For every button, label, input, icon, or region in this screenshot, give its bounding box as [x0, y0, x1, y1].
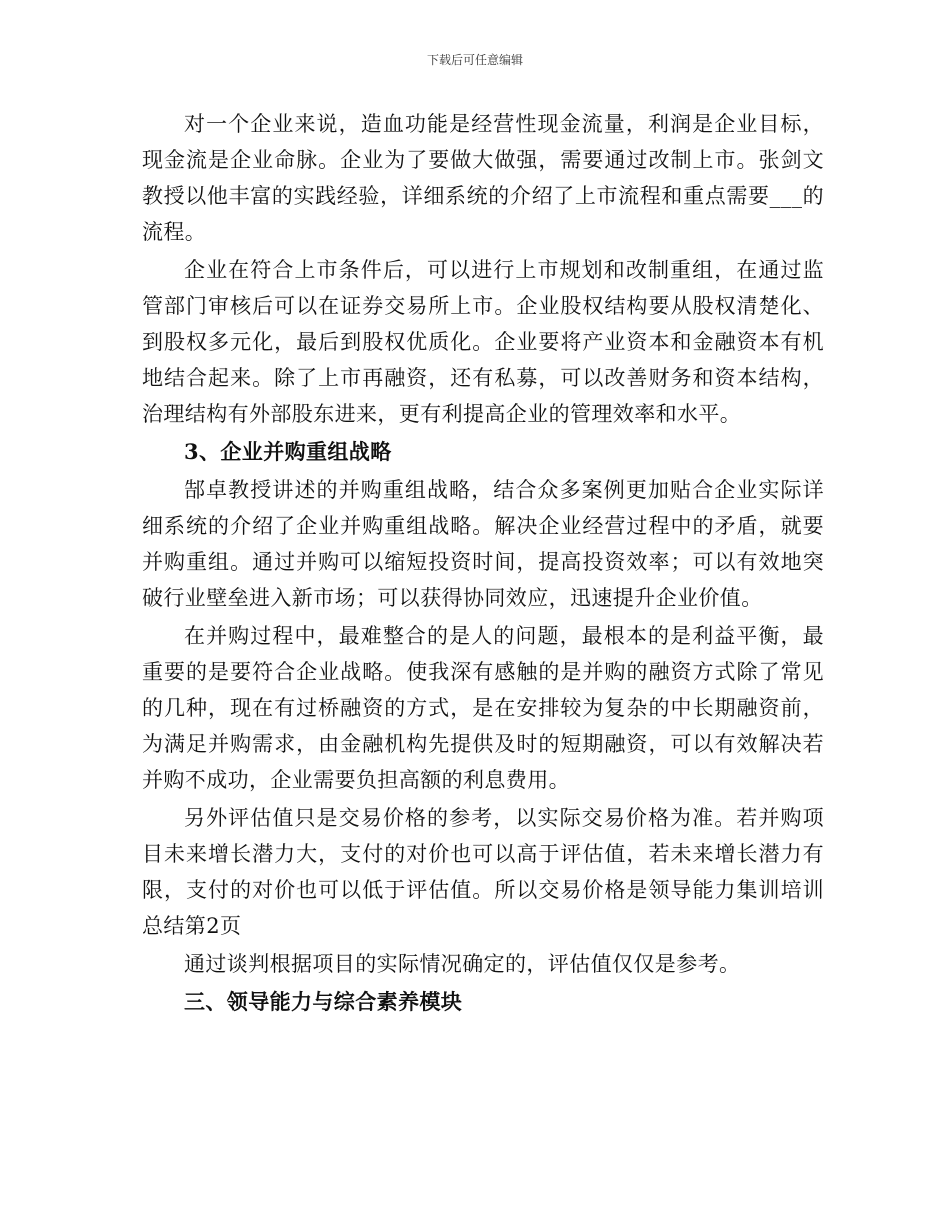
- paragraph-negotiation: 通过谈判根据项目的实际情况确定的，评估值仅仅是参考。: [184, 952, 741, 976]
- paragraph-merger-financing: 在并购过程中，最难整合的是人的问题，最根本的是利益平衡，最重要的是要符合企业战略。使我深有感触的是并购的融资方式除了常见的几种，现在有过桥融资的方式，是在安排较为复杂的中长期融资前，为满足并购需求，由金融机构先提供及时的短期融资，可以有效解决若并购不成功，企业需要负担高额的利息费用。: [142, 624, 824, 792]
- paragraph-listing-process: 企业在符合上市条件后，可以进行上市规划和改制重组，在通过监管部门审核后可以在证券交易所上市。企业股权结构要从股权清楚化、到股权多元化，最后到股权优质化。企业要将产业资本和金融资本有机地结合起来。除了上市再融资，还有私募，可以改善财务和资本结构，治理结构有外部股东进来，更有利提高企业的管理效率和水平。: [142, 258, 824, 426]
- page-header: 下载后可任意编辑: [426, 53, 523, 67]
- section-heading-leadership: 三、领导能力与综合素养模块: [184, 989, 463, 1014]
- section-heading-merger-strategy: 3、企业并购重组战略: [184, 439, 392, 464]
- paragraph-valuation: 另外评估值只是交易价格的参考，以实际交易价格为准。若并购项目未来增长潜力大，支付的对价也可以高于评估值，若未来增长潜力有限，支付的对价也可以低于评估值。所以交易价格是领导能力集训培训总结第2页: [142, 806, 824, 938]
- paragraph-listing-cashflow: 对一个企业来说，造血功能是经营性现金流量，利润是企业目标，现金流是企业命脉。企业为了要做大做强，需要通过改制上市。张剑文教授以他丰富的实践经验，详细系统的介绍了上市流程和重点需要___的流程。: [142, 112, 824, 244]
- paragraph-merger-intro: 郜卓教授讲述的并购重组战略，结合众多案例更加贴合企业实际详细系统的介绍了企业并购重组战略。解决企业经营过程中的矛盾，就要并购重组。通过并购可以缩短投资时间，提高投资效率；可以有效地突破行业壁垒进入新市场；可以获得协同效应，迅速提升企业价值。: [142, 478, 824, 610]
- document-body: [142, 106, 824, 1022]
